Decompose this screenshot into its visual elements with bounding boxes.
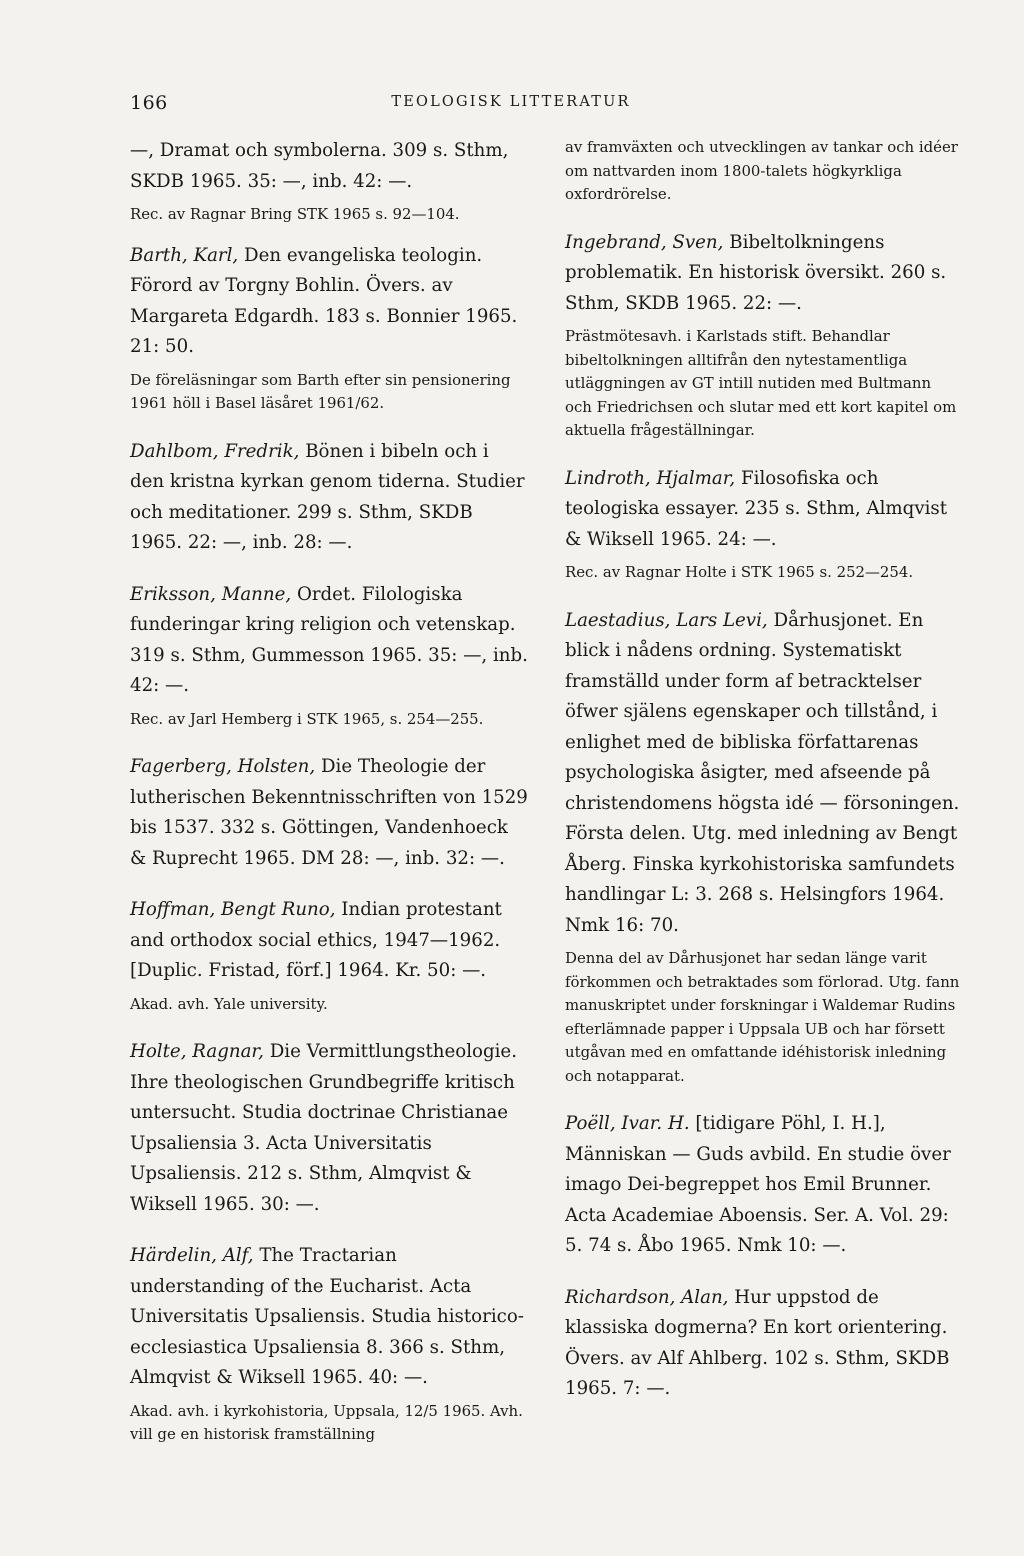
entry-author: Härdelin, Alf, (130, 1245, 254, 1266)
entry-author: Eriksson, Manne, (130, 583, 292, 605)
entry-text: Indian protestant and orthodox social ethics, 1947—1962. [Duplic. Fristad, förf.] 1964. Kr. 50: —. (130, 899, 502, 981)
entry-text: The Tractarian understanding of the Eucharist. Acta Universitatis Upsaliensis. Studia historico-ecclesiastica Upsaliensia 8. 366 s. Sthm, Almqvist & Wiksell 1965. 40: —. (130, 1245, 524, 1388)
bibliography-entry (130, 241, 528, 416)
bibliography-entry (130, 437, 528, 559)
entry-author: Lindroth, Hjalmar, (565, 467, 736, 489)
bibliography-entry (565, 136, 960, 207)
bibliography-entry (565, 606, 960, 1089)
entry-author: Barth, Karl, (130, 244, 239, 266)
entry-note: De föreläsningar som Barth efter sin pensionering 1961 höll i Basel läsåret 1961/62. (130, 370, 511, 412)
entry-note: Rec. av Ragnar Holte i STK 1965 s. 252—254. (565, 563, 914, 581)
right-column (565, 136, 960, 1426)
entry-citation (565, 1109, 960, 1262)
entry-note: Denna del av Dårhusjonet har sedan länge varit förkommen och betraktades som förlorad. Utg. fann manuskriptet under forskningar i Waldemar Rudins efterlämnade papper i Uppsala UB och har försett utgåvan med en omfattande idéhistorisk inledning och notapparat. (565, 949, 960, 1085)
entry-text: Dårhusjonet. En blick i nådens ordning. Systematiskt framställd under form af betracktelser öfwer själens egenskaper och tillstånd, i enlighet med de bibliska författarenas psychologiska åsigter, med afseende på christendomens högsta idé — försoningen. Första delen. Utg. med inledning av Bengt Åberg. Finska kyrkohistoriska samfundets handlingar L: 3. 268 s. Helsingfors 1964. Nmk 16: 70. (565, 609, 960, 936)
entry-citation (130, 136, 528, 197)
entry-citation (130, 1241, 528, 1394)
entry-text: Ordet. Filologiska funderingar kring religion och vetenskap. 319 s. Sthm, Gummesson 1965. 35: —, inb. 42: —. (130, 583, 528, 696)
entry-text: [tidigare Pöhl, I. H.], Människan — Guds avbild. En studie över imago Dei-begreppet hos Emil Brunner. Acta Academiae Aboensis. Ser. A. Vol. 29: 5. 74 s. Åbo 1965. Nmk 10: —. (565, 1113, 951, 1256)
entry-citation (130, 437, 528, 559)
entry-note: Prästmötesavh. i Karlstads stift. Behandlar bibeltolkningen alltifrån den nytestamentliga utläggningen av GT intill nutiden med Bultmann och Friedrichsen och slutar med ett kort kapitel om aktuella frågeställningar. (565, 327, 957, 439)
entry-citation (565, 606, 960, 942)
bibliography-entry (130, 136, 528, 227)
entry-text: Den evangeliska teologin. Förord av Torgny Bohlin. Övers. av Margareta Edgardh. 183 s. Bonnier 1965. 21: 50. (130, 244, 518, 357)
entry-citation (565, 464, 960, 556)
entry-author: Fagerberg, Holsten, (130, 756, 316, 777)
bibliography-entry (565, 1109, 960, 1262)
entry-text: Hur uppstod de klassiska dogmerna? En kort orientering. Övers. av Alf Ahlberg. 102 s. Sthm, SKDB 1965. 7: —. (565, 1286, 950, 1399)
entry-text: Bönen i bibeln och i den kristna kyrkan genom tiderna. Studier och meditationer. 299 s. Sthm, SKDB 1965. 22: —, inb. 28: —. (130, 440, 525, 553)
entry-citation (565, 1283, 960, 1405)
entry-citation (130, 752, 528, 874)
entry-note: Akad. avh. Yale university. (130, 994, 328, 1013)
entry-citation (130, 241, 528, 363)
entry-author: Poëll, Ivar. H. (565, 1113, 690, 1134)
bibliography-entry (130, 895, 528, 1016)
entry-author: Holte, Ragnar, (130, 1041, 264, 1062)
entry-text: Die Theologie der lutherischen Bekenntnisschriften von 1529 bis 1537. 332 s. Göttingen, Vandenhoeck & Ruprecht 1965. DM 28: —, inb. 32: —. (130, 756, 528, 869)
bibliography-entry (565, 464, 960, 585)
running-title: TEOLOGISK LITTERATUR (391, 94, 631, 110)
entry-citation (130, 895, 528, 987)
entry-note: av framväxten och utvecklingen av tankar och idéer om nattvarden inom 1800-talets högkyrkliga oxfordrörelse. (565, 138, 958, 203)
entry-text: Die Vermittlungstheologie. Ihre theologischen Grundbegriffe kritisch untersucht. Studia doctrinae Christianae Upsaliensia 3. Acta Universitatis Upsaliensis. 212 s. Sthm, Almqvist & Wiksell 1965. 30: —. (130, 1041, 517, 1215)
entry-citation (130, 1037, 528, 1220)
bibliography-entry (130, 1037, 528, 1220)
bibliography-entry (130, 752, 528, 874)
bibliography-entry (565, 228, 960, 443)
entry-author: Richardson, Alan, (565, 1286, 729, 1308)
entry-author: Dahlbom, Fredrik, (130, 440, 300, 462)
entry-citation (130, 580, 528, 702)
bibliography-entry (565, 1283, 960, 1405)
entry-text: —, Dramat och symbolerna. 309 s. Sthm, SKDB 1965. 35: —, inb. 42: —. (130, 140, 509, 192)
page-header (130, 92, 892, 116)
entry-citation (565, 228, 960, 320)
page-number: 166 (130, 92, 168, 114)
entry-author: Hoffman, Bengt Runo, (130, 899, 336, 920)
bibliography-entry (130, 1241, 528, 1447)
entry-author: Ingebrand, Sven, (565, 231, 724, 253)
entry-text: Bibeltolkningens problematik. En historisk översikt. 260 s. Sthm, SKDB 1965. 22: —. (565, 231, 947, 314)
entry-note: Rec. av Ragnar Bring STK 1965 s. 92—104. (130, 205, 460, 223)
entry-author: Laestadius, Lars Levi, (565, 609, 768, 631)
entry-text: Filosofiska och teologiska essayer. 235 s. Sthm, Almqvist & Wiksell 1965. 24: —. (565, 467, 948, 550)
entry-note: Akad. avh. i kyrkohistoria, Uppsala, 12/5 1965. Avh. vill ge en historisk framställning (130, 1401, 523, 1443)
bibliography-entry (130, 580, 528, 732)
entry-note: Rec. av Jarl Hemberg i STK 1965, s. 254—255. (130, 709, 484, 728)
left-column (130, 136, 528, 1468)
